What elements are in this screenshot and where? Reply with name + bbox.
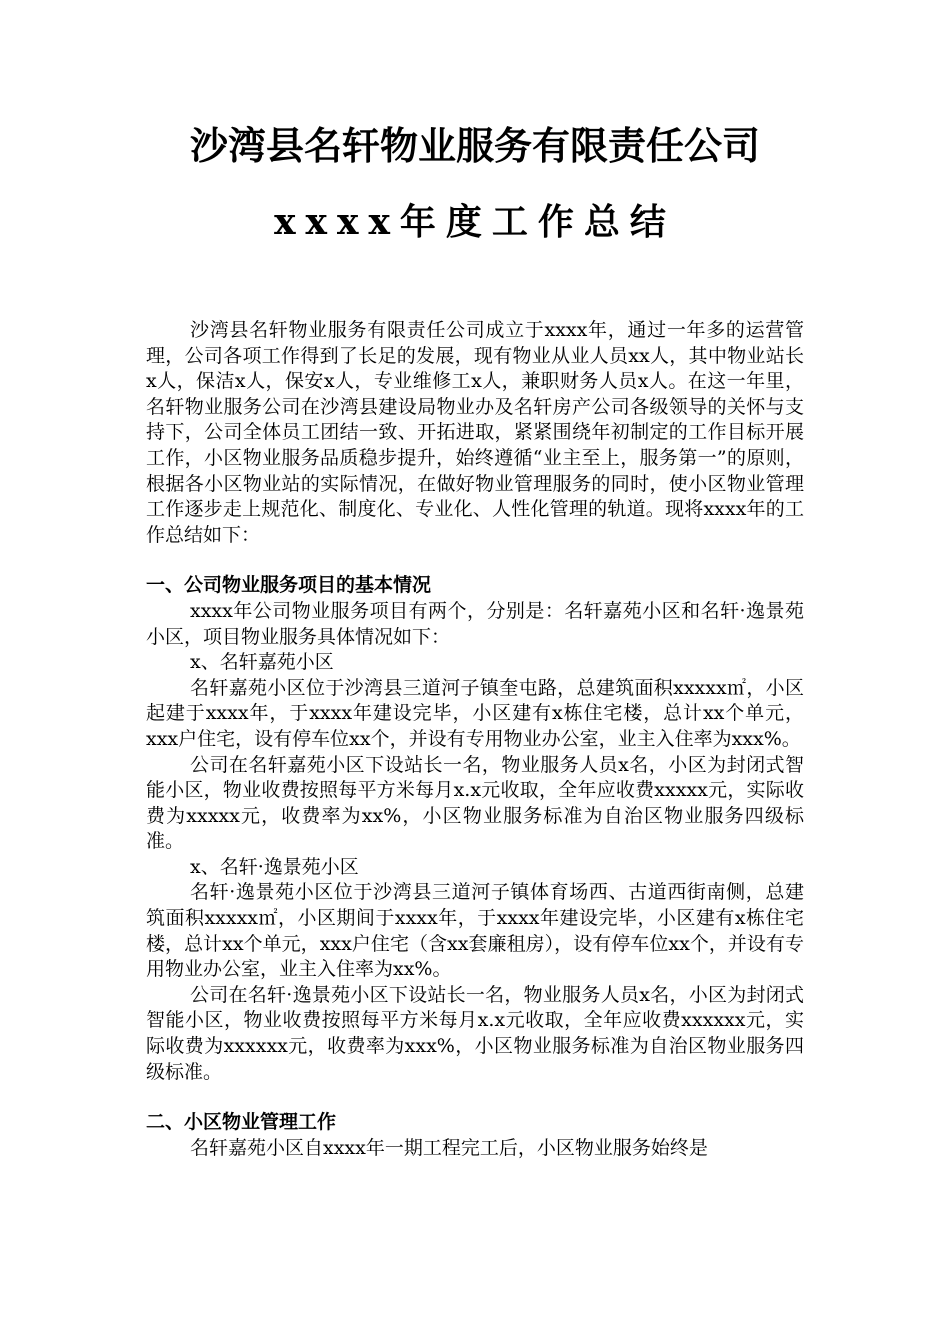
document-body xyxy=(146,318,804,1161)
section-2-paragraph-1: 名轩嘉苑小区自xxxx年一期工程完工后，小区物业服务始终是 xyxy=(190,1136,708,1159)
document-subtitle: xxxx年度工作总结 xyxy=(274,201,676,243)
intro-paragraph: 沙湾县名轩物业服务有限责任公司成立于xxxx年，通过一年多的运营管理，公司各项工作得到了长足的发展，现有物业从业人员xx人，其中物业站长x人，保洁x人，保安x人，专业维修工x人，兼职财务人员x人。在这一年里，名轩物业服务公司在沙湾县建设局物业办及名轩房产公司各级领导的关怀与支持下，公司全体员工团结一致、开拓进取，紧紧围绕年初制定的工作目标开展工作，小区物业服务品质稳步提升，始终遵循“业主至上，服务第一”的原则，根据各小区物业站的实际情况，在做好物业管理服务的同时，使小区物业管理工作逐步走上规范化、制度化、专业化、人性化管理的轨道。现将xxxx年的工作总结如下： xyxy=(146,319,804,546)
spacer xyxy=(146,548,804,573)
section-1-intro: xxxx年公司物业服务项目有两个，分别是：名轩嘉苑小区和名轩·逸景苑小区，项目物业服务具体情况如下： xyxy=(146,599,804,648)
subsection-2-paragraph-2: 公司在名轩·逸景苑小区下设站长一名，物业服务人员x名，小区为封闭式智能小区，物业收费按照每平方米每月x.x元收取，全年应收费xxxxxx元，实际收费为xxxxxx元，收费率为xxx%，小区物业服务标准为自治区物业服务四级标准。 xyxy=(146,983,804,1083)
subsection-1-heading: x、名轩嘉苑小区 xyxy=(190,651,334,674)
document-title: 沙湾县名轩物业服务有限责任公司 xyxy=(189,123,760,168)
section-2-heading: 二、小区物业管理工作 xyxy=(146,1111,337,1134)
spacer xyxy=(146,1085,804,1110)
section-1-heading: 一、公司物业服务项目的基本情况 xyxy=(146,574,432,597)
subsection-1-paragraph-1: 名轩嘉苑小区位于沙湾县三道河子镇奎屯路，总建筑面积xxxxx㎡，小区起建于xxxx年，于xxxx年建设完毕，小区建有x栋住宅楼，总计xx个单元，xxx户住宅，设有停车位xx个，并设有专用物业办公室，业主入住率为xxx%。 xyxy=(146,676,804,750)
subsection-2-paragraph-1: 名轩·逸景苑小区位于沙湾县三道河子镇体育场西、古道西街南侧，总建筑面积xxxxx㎡，小区期间于xxxx年，于xxxx年建设完毕，小区建有x栋住宅楼，总计xx个单元，xxx户住宅（含xx套廉租房），设有停车位xx个，并设有专用物业办公室，业主入住率为xx%。 xyxy=(146,881,804,981)
subsection-2-heading: x、名轩·逸景苑小区 xyxy=(190,855,359,878)
subsection-1-paragraph-2: 公司在名轩嘉苑小区下设站长一名，物业服务人员x名，小区为封闭式智能小区，物业收费按照每平方米每月x.x元收取，全年应收费xxxxx元，实际收费为xxxxx元，收费率为xx%，小区物业服务标准为自治区物业服务四级标准。 xyxy=(146,753,804,853)
